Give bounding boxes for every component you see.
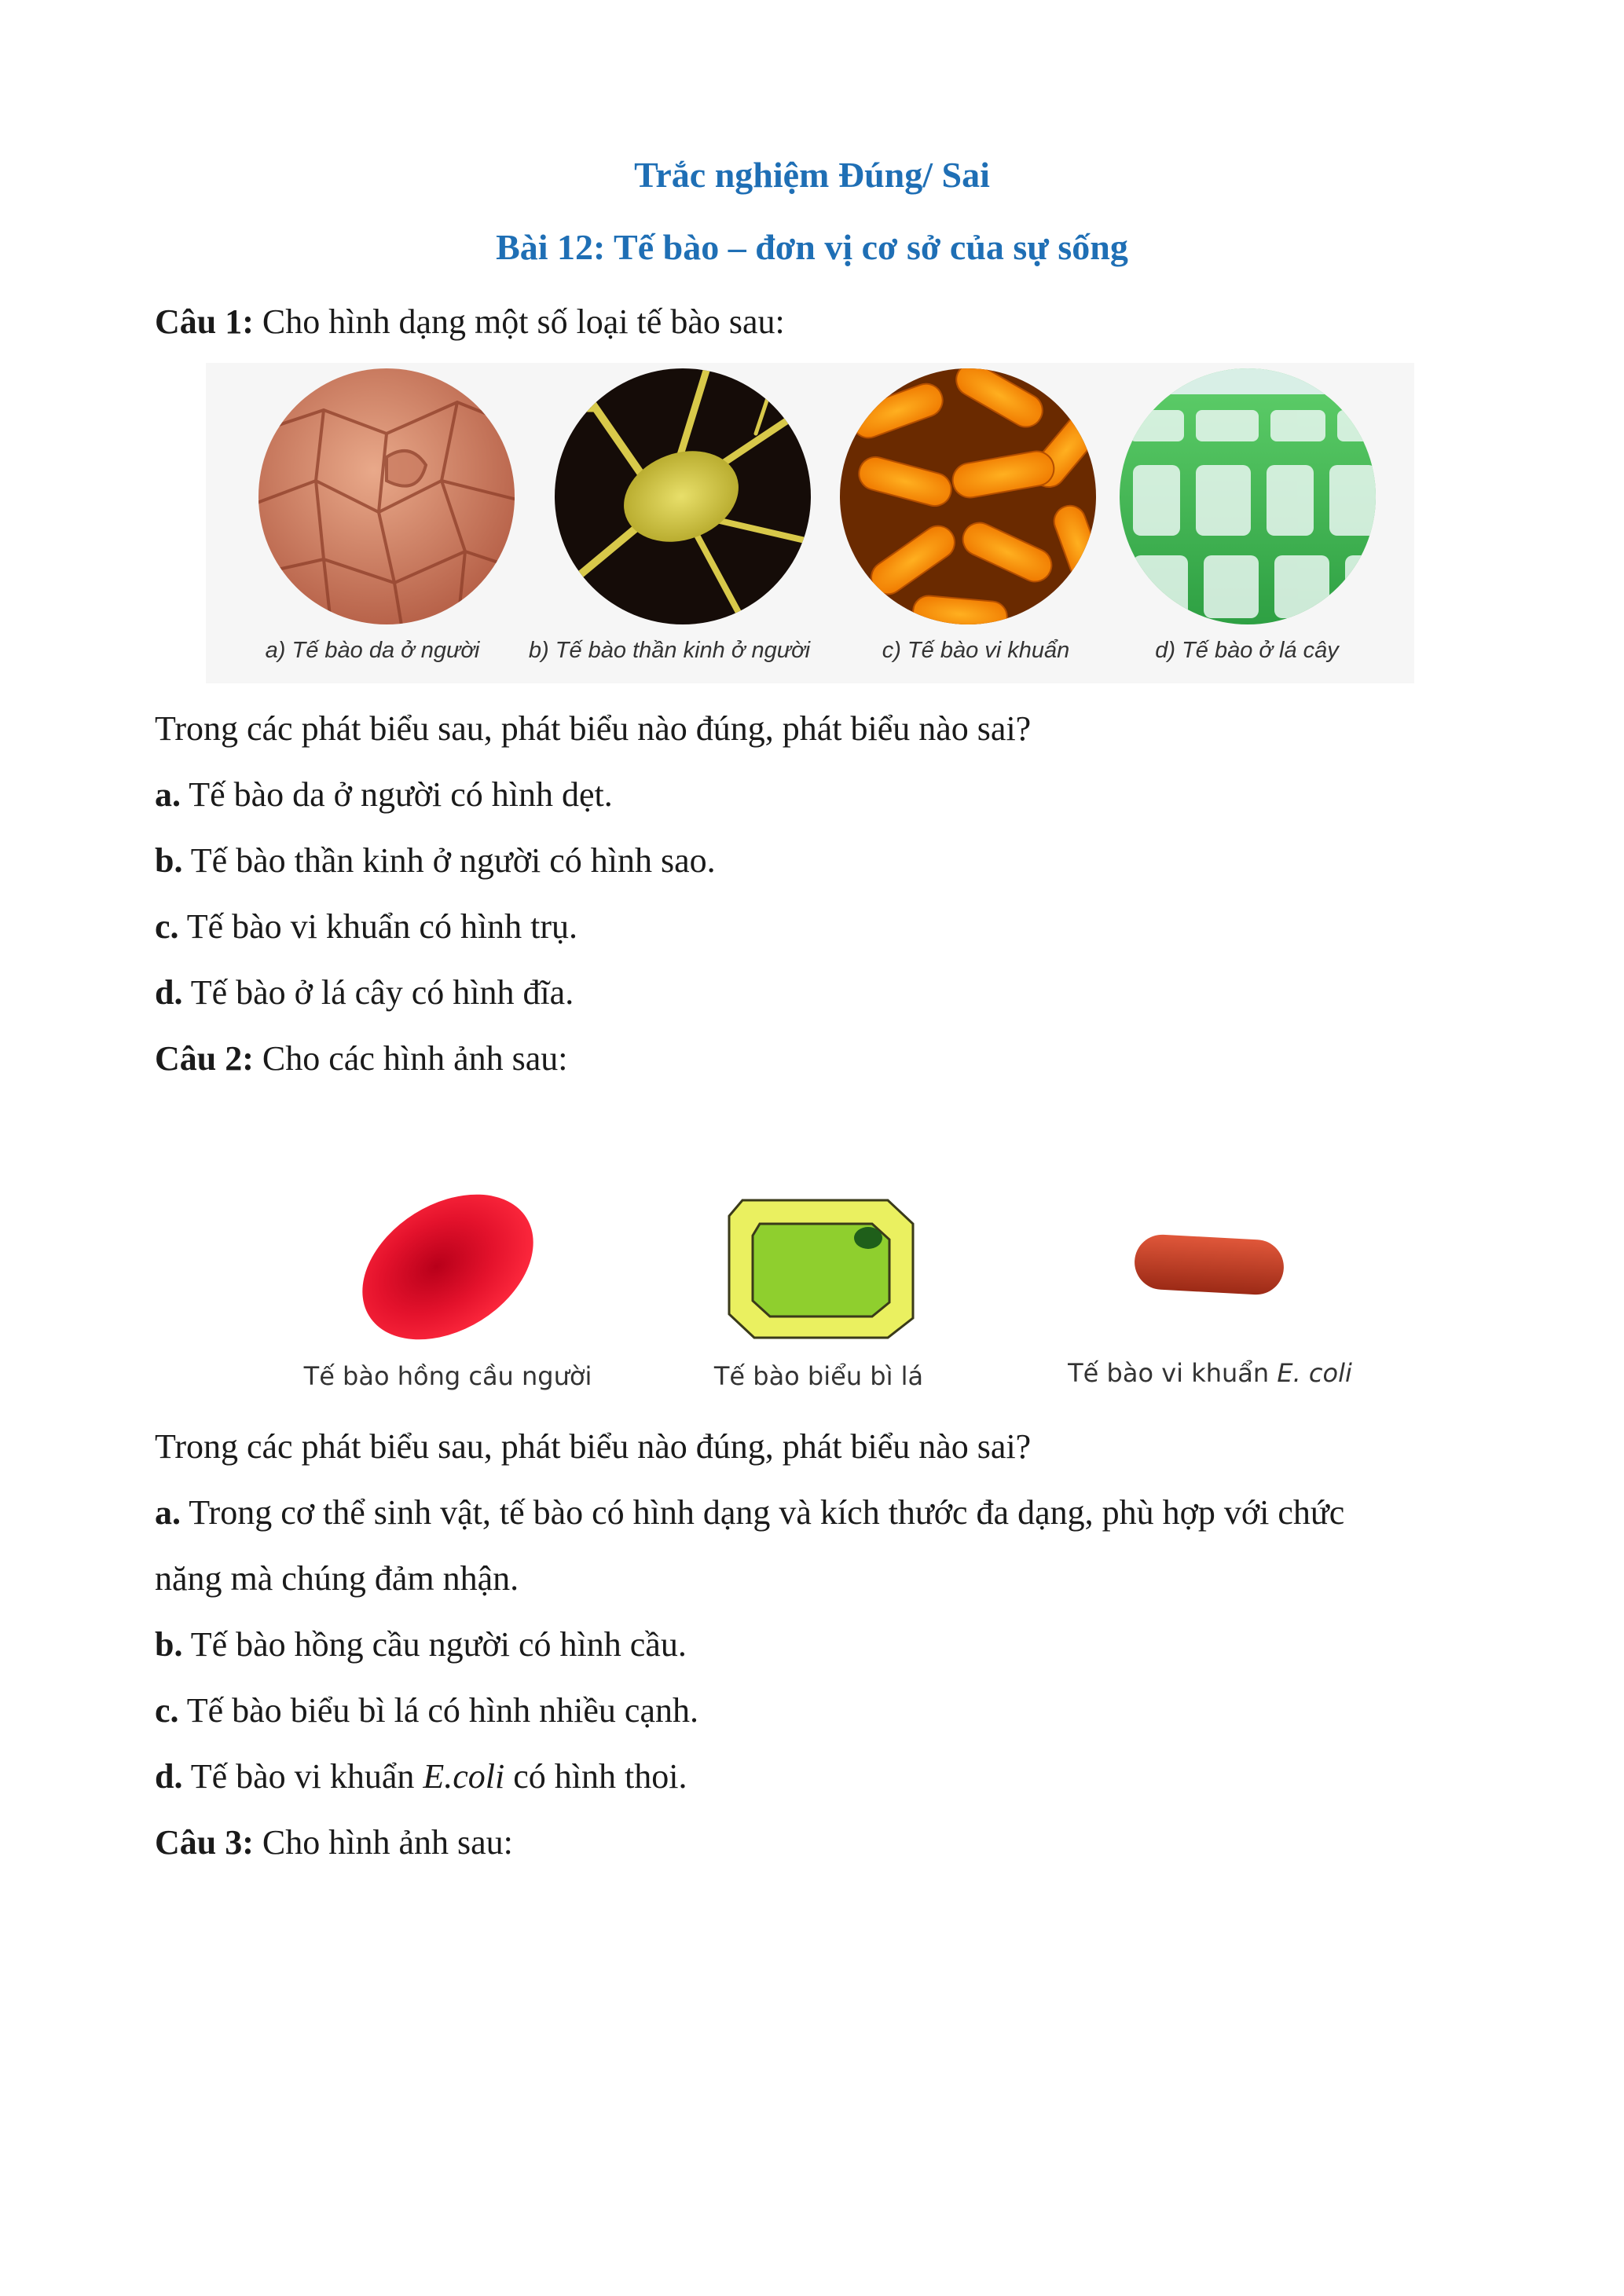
caption-skin-cell: a) Tế bào da ở người — [265, 638, 480, 663]
option-key: b. — [155, 841, 183, 880]
option-key: c. — [155, 1691, 179, 1730]
question-1-option-c — [155, 907, 577, 947]
option-italic: E.coli — [423, 1757, 505, 1796]
lesson-title: Bài 12: Tế bào – đơn vị cơ sở của sự sống — [496, 227, 1128, 267]
question-2-prompt: Trong các phát biểu sau, phát biểu nào đúng, phát biểu nào sai? — [155, 1427, 1032, 1466]
caption-ecoli-italic: E. coli — [1277, 1358, 1352, 1388]
caption-leaf-cell: d) Tế bào ở lá cây — [1155, 638, 1339, 663]
skin-cell-image — [253, 368, 536, 630]
question-3 — [155, 1823, 513, 1863]
question-1-option-a — [155, 775, 613, 815]
question-2-text: Cho các hình ảnh sau: — [253, 1039, 568, 1078]
option-text: Tế bào vi khuẩn — [182, 1757, 423, 1796]
bacteria-image — [840, 363, 1106, 634]
caption-leaf-epidermis: Tế bào biểu bì lá — [713, 1361, 924, 1391]
option-text: Tế bào hồng cầu người có hình cầu. — [182, 1625, 687, 1664]
cell-shapes-illustration — [206, 363, 1414, 683]
question-1-option-b — [155, 841, 716, 881]
question-1-option-d — [155, 973, 574, 1013]
question-2 — [155, 1039, 567, 1079]
caption-ecoli — [1068, 1358, 1352, 1388]
figure-cell-types — [291, 1161, 1383, 1420]
option-text: Tế bào biểu bì lá có hình nhiều cạnh. — [178, 1691, 698, 1730]
option-key: c. — [155, 907, 179, 946]
question-1-text: Cho hình dạng một số loại tế bào sau: — [253, 302, 785, 341]
caption-neuron: b) Tế bào thần kinh ở người — [528, 638, 811, 663]
option-text: Trong cơ thể sinh vật, tế bào có hình dạng và kích thước đa dạng, phù hợp với chức — [181, 1493, 1345, 1532]
figure-cell-shapes — [206, 363, 1414, 683]
question-2-option-a-cont: năng mà chúng đảm nhận. — [155, 1559, 519, 1598]
ecoli-bacteria-image — [1133, 1233, 1285, 1296]
option-key: b. — [155, 1625, 183, 1664]
question-2-option-a — [155, 1493, 1344, 1533]
red-blood-cell-image — [336, 1165, 560, 1370]
option-text: Tế bào ở lá cây có hình đĩa. — [182, 973, 574, 1012]
caption-bacteria: c) Tế bào vi khuẩn — [882, 638, 1070, 663]
neuron-image — [536, 363, 819, 630]
leaf-epidermis-cell-image — [729, 1200, 913, 1338]
question-2-option-c — [155, 1691, 698, 1731]
question-1 — [155, 302, 785, 342]
caption-red-blood-cell: Tế bào hồng cầu người — [303, 1361, 592, 1391]
option-key: d. — [155, 973, 183, 1012]
question-3-label: Câu 3: — [155, 1823, 254, 1862]
option-key: d. — [155, 1757, 183, 1796]
question-1-label: Câu 1: — [155, 302, 254, 341]
option-text: Tế bào da ở người có hình dẹt. — [181, 775, 613, 814]
leaf-cell-image — [1117, 363, 1384, 624]
question-1-prompt: Trong các phát biểu sau, phát biểu nào đúng, phát biểu nào sai? — [155, 709, 1032, 748]
caption-ecoli-text: Tế bào vi khuẩn — [1068, 1358, 1278, 1388]
question-3-text: Cho hình ảnh sau: — [253, 1823, 513, 1862]
option-text-end: có hình thoi. — [504, 1757, 687, 1796]
page-title: Trắc nghiệm Đúng/ Sai — [634, 155, 990, 195]
option-text: Tế bào thần kinh ở người có hình sao. — [182, 841, 716, 880]
question-2-label: Câu 2: — [155, 1039, 254, 1078]
option-text: Tế bào vi khuẩn có hình trụ. — [178, 907, 578, 946]
question-2-option-b — [155, 1625, 687, 1665]
question-2-option-d — [155, 1757, 687, 1797]
option-key: a. — [155, 1493, 181, 1532]
option-key: a. — [155, 775, 181, 814]
